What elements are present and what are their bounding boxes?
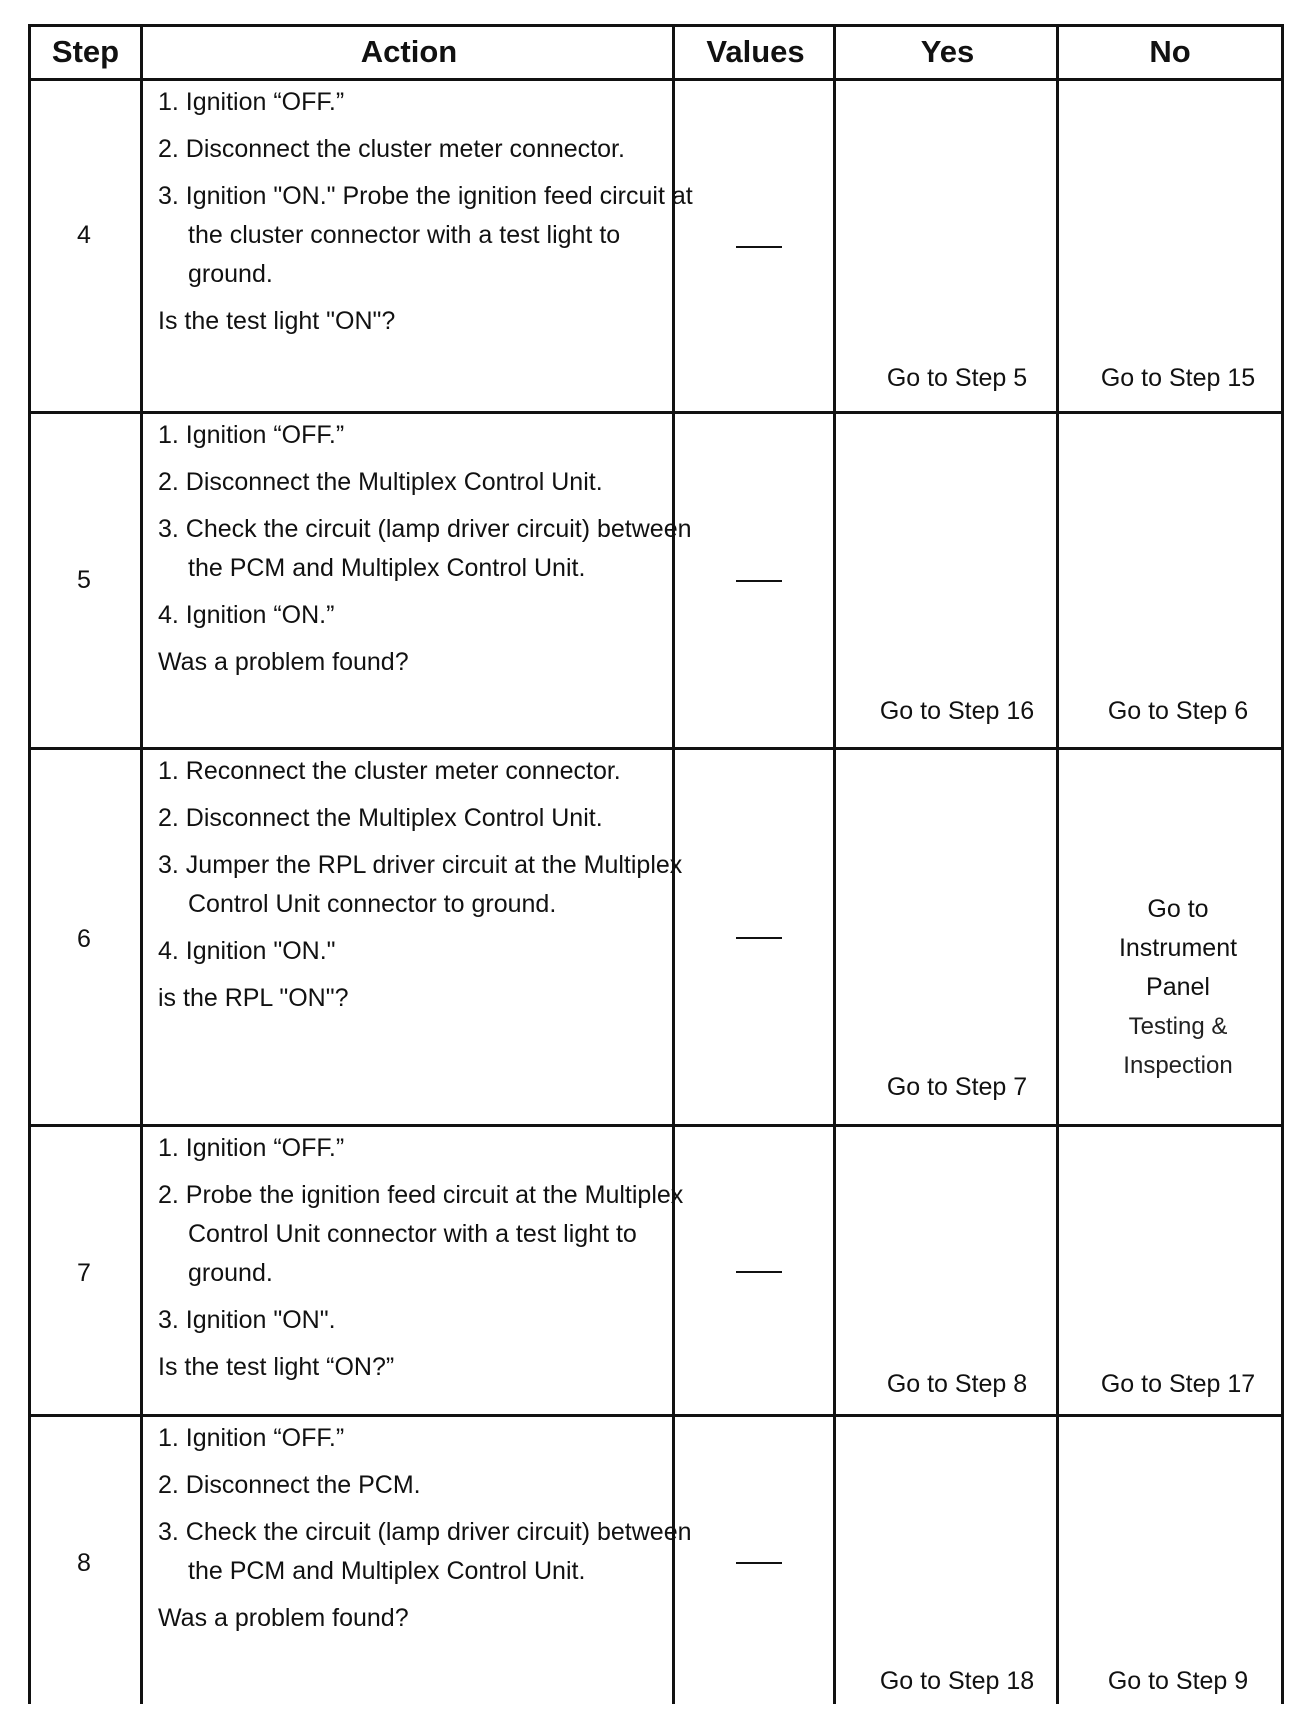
action-item: 4. Ignition “ON.” <box>158 601 335 629</box>
action-question: Was a problem found? <box>158 648 409 676</box>
no-result-line: Instrument <box>1118 934 1238 962</box>
header-no: No <box>1149 34 1191 69</box>
action-item: 4. Ignition "ON." <box>158 937 336 965</box>
action-item: 3. Ignition "ON". <box>158 1306 336 1334</box>
header-yes: Yes <box>920 34 975 69</box>
no-result-line: Go to <box>1147 895 1209 923</box>
table-row-step-7 <box>28 1127 1284 1414</box>
table-row-step-6 <box>28 750 1284 1124</box>
action-item: 1. Ignition “OFF.” <box>158 88 345 116</box>
action-item: 1. Reconnect the cluster meter connector. <box>158 757 621 785</box>
action-item: 1. Ignition “OFF.” <box>158 1134 345 1162</box>
action-item: 3. Check the circuit (lamp driver circuit) between the PCM and Multiplex Control Unit. <box>158 1518 692 1585</box>
action-question: Is the test light “ON?” <box>158 1353 395 1381</box>
step-number: 5 <box>77 566 91 594</box>
header-step: Step <box>51 34 120 69</box>
no-result: Go to Step 17 <box>1100 1370 1256 1398</box>
action-question: Is the test light "ON"? <box>158 307 396 335</box>
no-result-line: Panel <box>1146 973 1210 1001</box>
yes-result: Go to Step 8 <box>886 1370 1028 1398</box>
action-question: is the RPL "ON"? <box>158 984 349 1012</box>
action-list <box>158 83 698 341</box>
action-item: 2. Disconnect the Multiplex Control Unit. <box>158 804 603 832</box>
header-values: Values <box>706 34 805 69</box>
values-dash <box>736 1271 782 1273</box>
table-row-step-5 <box>28 414 1284 747</box>
values-dash <box>736 580 782 582</box>
header-action: Action <box>360 34 458 69</box>
diagnostic-table <box>28 24 1284 1704</box>
action-item: 2. Disconnect the Multiplex Control Unit. <box>158 468 603 496</box>
action-list <box>158 1129 698 1387</box>
step-number: 8 <box>77 1549 91 1577</box>
no-result: Go to Step 9 <box>1107 1667 1249 1695</box>
no-result-line: Inspection <box>1123 1052 1233 1079</box>
action-list <box>158 416 698 682</box>
step-number: 7 <box>77 1259 91 1287</box>
values-dash <box>736 246 782 248</box>
no-result: Go to Step 6 <box>1107 697 1249 725</box>
no-result-line: Testing & <box>1128 1013 1228 1040</box>
yes-result: Go to Step 7 <box>886 1073 1028 1101</box>
action-item: 2. Disconnect the PCM. <box>158 1471 421 1499</box>
no-result: Go to Step 15 <box>1100 364 1256 392</box>
action-item: 3. Check the circuit (lamp driver circuit) between the PCM and Multiplex Control Unit. <box>158 515 692 582</box>
yes-result: Go to Step 18 <box>879 1667 1035 1695</box>
step-number: 4 <box>77 221 91 249</box>
action-item: 2. Disconnect the cluster meter connector. <box>158 135 625 163</box>
action-item: 1. Ignition “OFF.” <box>158 1424 345 1452</box>
step-number: 6 <box>77 925 91 953</box>
action-item: 2. Probe the ignition feed circuit at the Multiplex Control Unit connector with a test light to ground. <box>158 1181 684 1287</box>
action-question: Was a problem found? <box>158 1604 409 1632</box>
action-item: 3. Jumper the RPL driver circuit at the Multiplex Control Unit connector to ground. <box>158 851 683 918</box>
action-list <box>158 1419 698 1638</box>
values-dash <box>736 937 782 939</box>
action-list <box>158 752 698 1018</box>
no-result <box>1068 890 1288 1085</box>
table-row-step-4 <box>28 81 1284 411</box>
table-row-step-8 <box>28 1417 1284 1704</box>
values-dash <box>736 1562 782 1564</box>
action-item: 1. Ignition “OFF.” <box>158 421 345 449</box>
action-item: 3. Ignition "ON." Probe the ignition feed circuit at the cluster connector with a test light to ground. <box>158 182 693 288</box>
yes-result: Go to Step 16 <box>879 697 1035 725</box>
yes-result: Go to Step 5 <box>886 364 1028 392</box>
